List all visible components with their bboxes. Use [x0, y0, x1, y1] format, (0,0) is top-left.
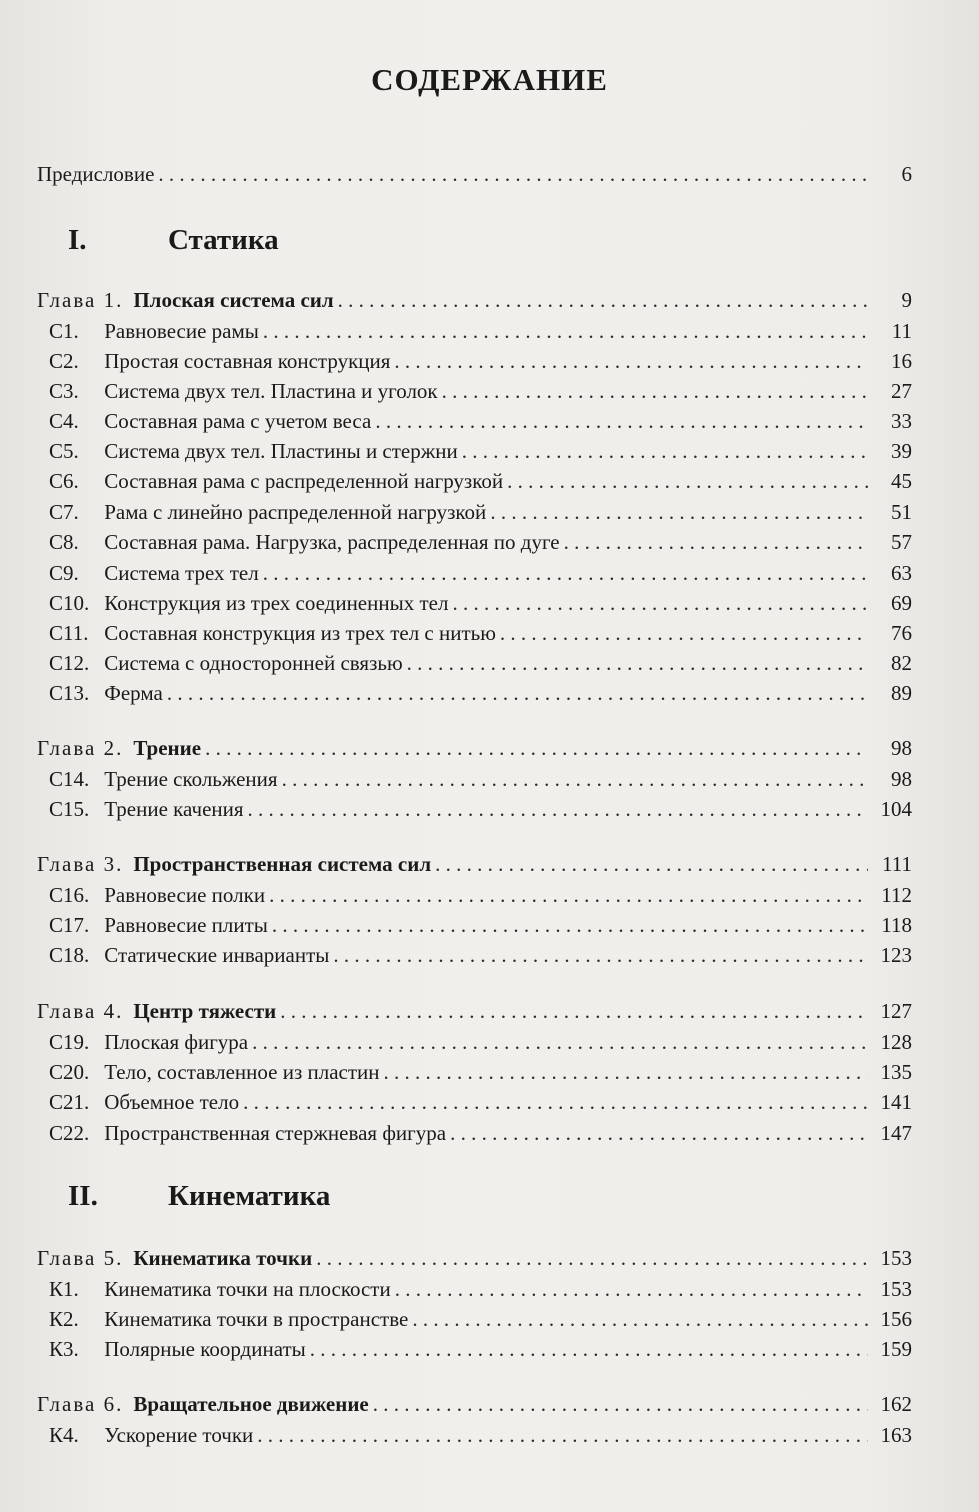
item-title: Составная рама с распределенной нагрузкой — [104, 469, 504, 493]
dot-leader — [310, 1335, 868, 1363]
toc-row-item[interactable] — [37, 795, 912, 823]
item-title: Трение скольжения — [104, 767, 278, 791]
item-code: С18. — [49, 943, 90, 967]
page-number: 89 — [891, 681, 912, 705]
item-code: К3. — [49, 1337, 79, 1361]
chapter-title: Кинематика точки — [133, 1246, 313, 1270]
dot-leader — [263, 317, 868, 345]
page-number: 128 — [880, 1030, 912, 1054]
toc-row-chapter[interactable] — [37, 286, 912, 314]
dot-leader — [412, 1305, 868, 1333]
chapter-number: Глава 1. — [37, 288, 124, 312]
item-title: Ферма — [104, 681, 163, 705]
item-code: С9. — [49, 561, 79, 585]
dot-leader — [507, 467, 868, 495]
item-code: С17. — [49, 913, 90, 937]
dot-leader — [452, 589, 868, 617]
page-number: 153 — [880, 1277, 912, 1301]
dot-leader — [205, 734, 868, 762]
chapter-number: Глава 5. — [37, 1246, 124, 1270]
toc-row-item[interactable] — [37, 679, 912, 707]
dot-leader — [395, 1275, 868, 1303]
page-number: 98 — [891, 736, 912, 760]
item-code: С2. — [49, 349, 79, 373]
dot-leader — [490, 498, 868, 526]
toc-row-item[interactable] — [37, 347, 912, 375]
page-number: 127 — [880, 999, 912, 1023]
toc-row-item[interactable] — [37, 559, 912, 587]
page-number: 98 — [891, 767, 912, 791]
dot-leader — [263, 559, 868, 587]
preface-label: Предисловие — [37, 162, 155, 186]
page-number: 51 — [891, 500, 912, 524]
page-number: 69 — [891, 591, 912, 615]
page-number: 163 — [880, 1423, 912, 1447]
toc-row-item[interactable] — [37, 649, 912, 677]
chapter-title: Трение — [133, 736, 202, 760]
item-code: К4. — [49, 1423, 79, 1447]
page-number: 118 — [881, 913, 912, 937]
item-title: Равновесие рамы — [104, 319, 259, 343]
part-heading-kinematics — [68, 1180, 330, 1213]
toc-row-item[interactable] — [37, 941, 912, 969]
item-code: С16. — [49, 883, 90, 907]
item-title: Тело, составленное из пластин — [104, 1060, 380, 1084]
page-number: 63 — [891, 561, 912, 585]
dot-leader — [269, 881, 868, 909]
item-title: Система двух тел. Пластина и уголок — [104, 379, 438, 403]
item-title: Система трех тел — [104, 561, 259, 585]
toc-row-item[interactable] — [37, 881, 912, 909]
page-number: 11 — [891, 319, 912, 343]
item-code: С12. — [49, 651, 90, 675]
page-number: 27 — [891, 379, 912, 403]
page-title: СОДЕРЖАНИЕ — [371, 62, 608, 97]
dot-leader — [158, 160, 868, 188]
toc-row-chapter[interactable] — [37, 734, 912, 762]
item-code: С5. — [49, 439, 79, 463]
toc-row-item[interactable] — [37, 1088, 912, 1116]
page-number: 159 — [880, 1337, 912, 1361]
toc-row-item[interactable] — [37, 765, 912, 793]
item-title: Конструкция из трех соединенных тел — [104, 591, 449, 615]
item-code: С14. — [49, 767, 90, 791]
item-code: С1. — [49, 319, 79, 343]
page-number: 45 — [891, 469, 912, 493]
page-number: 6 — [901, 162, 912, 186]
part-number: II. — [68, 1180, 98, 1212]
item-title: Простая составная конструкция — [104, 349, 391, 373]
page-number: 156 — [880, 1307, 912, 1331]
dot-leader — [435, 850, 868, 878]
toc-row-item[interactable] — [37, 1421, 912, 1449]
item-title: Кинематика точки в пространстве — [104, 1307, 409, 1331]
dot-leader — [316, 1244, 868, 1272]
dot-leader — [373, 1390, 868, 1418]
dot-leader — [564, 528, 868, 556]
part-heading-statics — [68, 224, 279, 257]
toc-row-item[interactable] — [37, 1119, 912, 1147]
item-title: Рама с линейно распределенной нагрузкой — [104, 500, 487, 524]
item-code: С20. — [49, 1060, 90, 1084]
dot-leader — [333, 941, 868, 969]
page-number: 112 — [881, 883, 912, 907]
toc-row-item[interactable] — [37, 377, 912, 405]
part-number: I. — [68, 224, 87, 256]
item-title: Пространственная стержневая фигура — [104, 1121, 447, 1145]
page-number: 57 — [891, 530, 912, 554]
item-title: Составная рама. Нагрузка, распределенная по дуге — [104, 530, 560, 554]
toc-row-item[interactable] — [37, 1058, 912, 1086]
dot-leader — [462, 437, 868, 465]
toc-row-item[interactable] — [37, 911, 912, 939]
dot-leader — [280, 997, 868, 1025]
item-code: К2. — [49, 1307, 79, 1331]
page-number: 104 — [880, 797, 912, 821]
item-code: С4. — [49, 409, 79, 433]
item-title: Кинематика точки на плоскости — [104, 1277, 391, 1301]
toc-row-preface[interactable] — [37, 160, 912, 188]
item-title: Составная конструкция из трех тел с нитью — [104, 621, 496, 645]
item-title: Равновесие плиты — [104, 913, 268, 937]
dot-leader — [407, 649, 868, 677]
toc-row-item[interactable] — [37, 589, 912, 617]
page-number: 82 — [891, 651, 912, 675]
item-code: С19. — [49, 1030, 90, 1054]
page-number: 16 — [891, 349, 912, 373]
toc-row-chapter[interactable] — [37, 850, 912, 878]
item-title: Ускорение точки — [104, 1423, 254, 1447]
item-title: Равновесие полки — [104, 883, 266, 907]
dot-leader — [338, 286, 868, 314]
item-code: К1. — [49, 1277, 79, 1301]
item-title: Объемное тело — [104, 1090, 240, 1114]
page-number: 162 — [880, 1392, 912, 1416]
item-code: С3. — [49, 379, 79, 403]
item-title: Составная рама с учетом веса — [104, 409, 372, 433]
dot-leader — [282, 765, 868, 793]
item-code: С21. — [49, 1090, 90, 1114]
item-code: С10. — [49, 591, 90, 615]
part-name: Статика — [168, 224, 279, 256]
toc-row-item[interactable] — [37, 1335, 912, 1363]
chapter-title: Плоская система сил — [133, 288, 334, 312]
item-code: С15. — [49, 797, 90, 821]
dot-leader — [442, 377, 868, 405]
item-title: Система с односторонней связью — [104, 651, 403, 675]
toc-row-item[interactable] — [37, 1305, 912, 1333]
dot-leader — [167, 679, 868, 707]
toc-row-chapter[interactable] — [37, 997, 912, 1025]
toc-row-item[interactable] — [37, 407, 912, 435]
toc-row-chapter[interactable] — [37, 1244, 912, 1272]
dot-leader — [500, 619, 868, 647]
toc-row-item[interactable] — [37, 1275, 912, 1303]
page-number: 39 — [891, 439, 912, 463]
toc-row-item[interactable] — [37, 317, 912, 345]
chapter-number: Глава 4. — [37, 999, 124, 1023]
item-title: Плоская фигура — [104, 1030, 249, 1054]
page-number: 147 — [880, 1121, 912, 1145]
page-number: 9 — [901, 288, 912, 312]
dot-leader — [375, 407, 868, 435]
item-code: С8. — [49, 530, 79, 554]
dot-leader — [248, 795, 868, 823]
toc-row-item[interactable] — [37, 619, 912, 647]
dot-leader — [243, 1088, 868, 1116]
item-code: С13. — [49, 681, 90, 705]
page-number: 76 — [891, 621, 912, 645]
page-number: 141 — [880, 1090, 912, 1114]
item-code: С22. — [49, 1121, 90, 1145]
item-code: С6. — [49, 469, 79, 493]
page-number: 33 — [891, 409, 912, 433]
page-number: 153 — [880, 1246, 912, 1270]
dot-leader — [384, 1058, 868, 1086]
chapter-title: Пространственная система сил — [133, 852, 432, 876]
chapter-number: Глава 3. — [37, 852, 124, 876]
part-name: Кинематика — [168, 1180, 331, 1212]
toc-row-item[interactable] — [37, 528, 912, 556]
chapter-title: Центр тяжести — [133, 999, 277, 1023]
toc-row-chapter[interactable] — [37, 1390, 912, 1418]
page-number: 123 — [880, 943, 912, 967]
dot-leader — [257, 1421, 868, 1449]
page-number: 111 — [882, 852, 912, 876]
item-title: Система двух тел. Пластины и стержни — [104, 439, 458, 463]
dot-leader — [394, 347, 868, 375]
chapter-title: Вращательное движение — [133, 1392, 369, 1416]
toc-row-item[interactable] — [37, 1028, 912, 1056]
toc-row-item[interactable] — [37, 498, 912, 526]
dot-leader — [252, 1028, 868, 1056]
chapter-number: Глава 6. — [37, 1392, 124, 1416]
item-title: Статические инварианты — [104, 943, 330, 967]
chapter-number: Глава 2. — [37, 736, 124, 760]
toc-row-item[interactable] — [37, 467, 912, 495]
page-number: 135 — [880, 1060, 912, 1084]
item-code: С11. — [49, 621, 89, 645]
item-title: Трение качения — [104, 797, 244, 821]
item-title: Полярные координаты — [104, 1337, 306, 1361]
toc-row-item[interactable] — [37, 437, 912, 465]
item-code: С7. — [49, 500, 79, 524]
dot-leader — [450, 1119, 868, 1147]
dot-leader — [272, 911, 868, 939]
